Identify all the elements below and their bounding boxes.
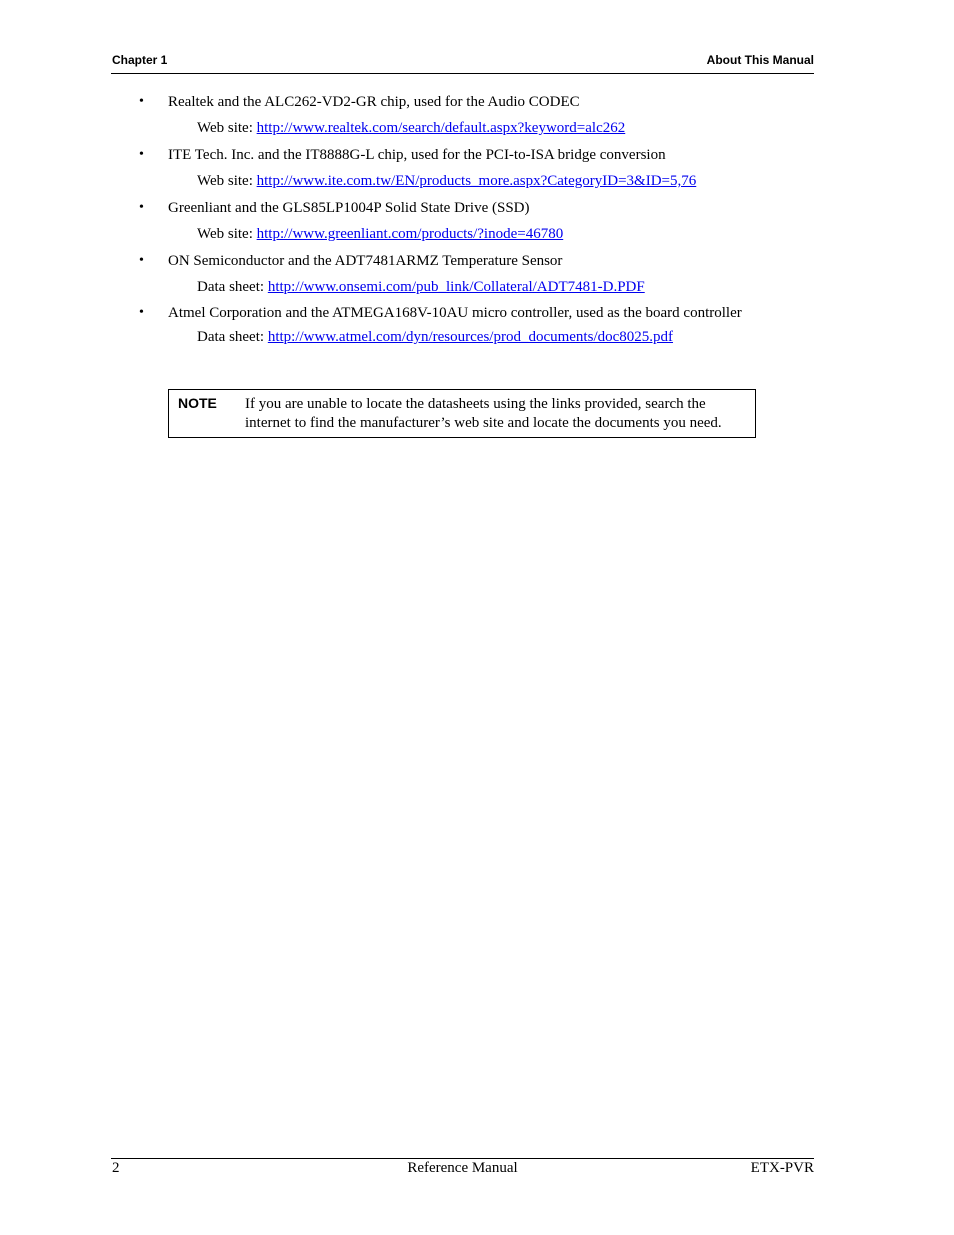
link-label: Data sheet: [197, 279, 265, 295]
item-link-line [197, 329, 673, 346]
item-link-line [197, 226, 563, 243]
link-label: Data sheet: [197, 329, 265, 345]
bullet: • [139, 253, 144, 268]
item-link-line [197, 279, 645, 296]
product-name: ETX-PVR [750, 1160, 814, 1176]
onsemi-link[interactable]: http://www.onsemi.com/pub_link/Collateral/ADT7481-D.PDF [267, 279, 645, 295]
chapter-label: Chapter 1 [112, 53, 168, 67]
note-box [168, 389, 756, 438]
link-label: Web site: [197, 120, 253, 136]
item-text: Atmel Corporation and the ATMEGA168V-10AU micro controller, used as the board controller [168, 305, 742, 321]
section-title: About This Manual [706, 53, 814, 67]
item-text: Realtek and the ALC262-VD2-GR chip, used for the Audio CODEC [168, 94, 580, 110]
atmel-link[interactable]: http://www.atmel.com/dyn/resources/prod_documents/doc8025.pdf [267, 329, 674, 345]
item-text: ON Semiconductor and the ADT7481ARMZ Temperature Sensor [168, 253, 563, 269]
link-label: Web site: [197, 173, 253, 189]
realtek-link[interactable]: http://www.realtek.com/search/default.aspx?keyword=alc262 [256, 120, 626, 136]
item-link-line [197, 120, 625, 137]
page-footer [111, 1158, 814, 1181]
link-label: Web site: [197, 226, 253, 242]
item-text: ITE Tech. Inc. and the IT8888G-L chip, used for the PCI-to-ISA bridge conversion [168, 147, 666, 163]
note-text: If you are unable to locate the datasheets using the links provided, search the internet to find the manufacturer’s web site and locate the documents you need. [245, 396, 722, 431]
bullet: • [139, 305, 144, 320]
item-link-line [197, 173, 696, 190]
page-header [111, 52, 814, 74]
bullet: • [139, 94, 144, 109]
bullet: • [139, 147, 144, 162]
note-label: NOTE [178, 395, 217, 411]
ite-link[interactable]: http://www.ite.com.tw/EN/products_more.aspx?CategoryID=3&ID=5,76 [256, 173, 697, 189]
greenliant-link[interactable]: http://www.greenliant.com/products/?inode=46780 [256, 226, 564, 242]
manual-title: Reference Manual [407, 1160, 518, 1176]
page-number: 2 [112, 1160, 120, 1176]
bullet: • [139, 200, 144, 215]
item-text: Greenliant and the GLS85LP1004P Solid State Drive (SSD) [168, 200, 530, 216]
